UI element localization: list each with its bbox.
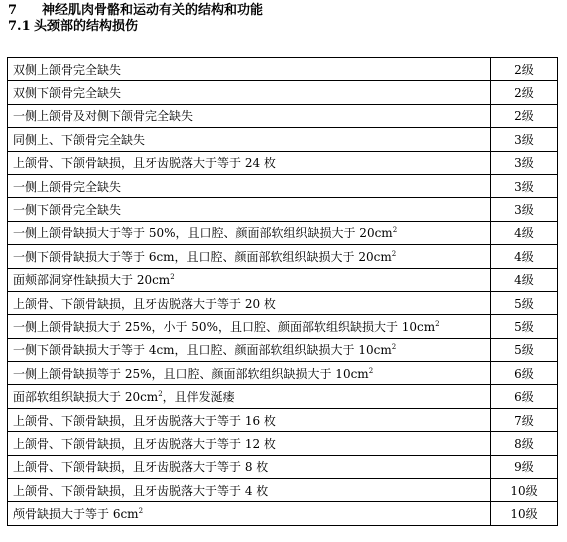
disability-grade: 3级 [491, 128, 558, 151]
table-row [8, 174, 558, 197]
table-row [8, 58, 558, 81]
table-row [8, 151, 558, 174]
injury-description-cell [8, 291, 491, 314]
injury-description: 上颌骨、下颌骨缺损，且牙齿脱落大于等于 8 枚 [13, 460, 269, 475]
disability-grade: 10级 [491, 502, 558, 525]
table-body [8, 58, 558, 526]
injury-description-cell [8, 128, 491, 151]
table-row [8, 385, 558, 408]
table-row [8, 104, 558, 127]
unit-exponent: 2 [158, 390, 163, 399]
injury-description: 上颌骨、下颌骨缺损，且牙齿脱落大于等于 20 枚 [13, 296, 276, 311]
disability-grade: 10级 [491, 479, 558, 502]
injury-description-cell [8, 151, 491, 174]
injury-grade-table [7, 57, 558, 526]
disability-grade: 7级 [491, 408, 558, 431]
injury-description-cell [8, 315, 491, 338]
injury-description-cell [8, 198, 491, 221]
disability-grade: 6级 [491, 385, 558, 408]
unit-exponent: 2 [435, 319, 440, 328]
injury-description-cell [8, 268, 491, 291]
unit-exponent: 2 [170, 273, 175, 282]
table-row [8, 479, 558, 502]
table-row [8, 432, 558, 455]
disability-grade: 9级 [491, 455, 558, 478]
disability-grade: 5级 [491, 315, 558, 338]
table-row [8, 81, 558, 104]
injury-description: 上颌骨、下颌骨缺损，且牙齿脱落大于等于 4 枚 [13, 483, 269, 498]
injury-description-cell [8, 174, 491, 197]
injury-description: 一侧下颌骨完全缺失 [13, 203, 122, 218]
injury-description: 一侧上颌骨及对侧下颌骨完全缺失 [13, 109, 194, 124]
disability-grade: 2级 [491, 104, 558, 127]
unit-exponent: 2 [138, 507, 144, 516]
injury-description: 双侧上颌骨完全缺失 [13, 62, 122, 77]
injury-description-cell [8, 81, 491, 104]
disability-grade: 6级 [491, 362, 558, 385]
table-row [8, 338, 558, 361]
disability-grade: 2级 [491, 81, 558, 104]
disability-grade: 5级 [491, 338, 558, 361]
injury-description: 一侧下颌骨缺损大于等于 6cm，且口腔、颜面部软组织缺损大于 20cm [13, 249, 392, 264]
injury-description-cell [8, 362, 491, 385]
disability-grade: 2级 [491, 58, 558, 81]
table-row [8, 221, 558, 244]
injury-description: 双侧下颌骨完全缺失 [13, 86, 122, 101]
injury-description: 一侧上颌骨缺损等于 25%，且口腔、颜面部软组织缺损大于 10cm [13, 366, 369, 381]
disability-grade: 5级 [491, 291, 558, 314]
table-row [8, 502, 558, 525]
injury-description-cell [8, 385, 491, 408]
injury-description: 上颌骨、下颌骨缺损，且牙齿脱落大于等于 16 枚 [13, 413, 276, 428]
disability-grade: 8级 [491, 432, 558, 455]
table-row [8, 315, 558, 338]
table-row [8, 268, 558, 291]
injury-description: 上颌骨、下颌骨缺损，且牙齿脱落大于等于 24 枚 [13, 156, 276, 171]
disability-grade: 4级 [491, 245, 558, 268]
injury-description-cell [8, 338, 491, 361]
chapter-title: 神经肌肉骨骼和运动有关的结构和功能 [42, 3, 264, 18]
chapter-number: 7 [8, 3, 18, 18]
injury-description: 一侧下颌骨缺损大于等于 4cm，且口腔、颜面部软组织缺损大于 10cm [13, 343, 392, 358]
section-number: 7.1 [8, 19, 31, 34]
injury-description-cell [8, 479, 491, 502]
unit-exponent: 2 [368, 366, 374, 375]
table-row [8, 245, 558, 268]
injury-description: 一侧上颌骨缺损大于等于 50%，且口腔、颜面部软组织缺损大于 20cm [13, 226, 393, 241]
table-row [8, 408, 558, 431]
table-row [8, 291, 558, 314]
injury-description: 上颌骨、下颌骨缺损，且牙齿脱落大于等于 12 枚 [13, 436, 276, 451]
table-row [8, 362, 558, 385]
injury-description: 同侧上、下颌骨完全缺失 [13, 132, 146, 147]
section-heading [8, 19, 138, 35]
injury-description-cell [8, 502, 491, 525]
injury-description: 一侧上颌骨完全缺失 [13, 179, 122, 194]
injury-description: 颅骨缺损大于等于 6cm [13, 507, 139, 522]
injury-description: 面颊部洞穿性缺损大于 20cm [13, 273, 171, 288]
table-row [8, 128, 558, 151]
disability-grade: 3级 [491, 198, 558, 221]
injury-description-cell [8, 104, 491, 127]
unit-exponent: 2 [391, 343, 397, 352]
table-row [8, 455, 558, 478]
injury-description-cell [8, 221, 491, 244]
injury-description: 一侧上颌骨缺损大于 25%，小于 50%，且口腔、颜面部软组织缺损大于 10cm [13, 319, 436, 334]
injury-description: 面部软组织缺损大于 20cm [13, 390, 159, 405]
section-title: 头颈部的结构损伤 [34, 19, 139, 34]
injury-description-suffix: ，且伴发涎瘘 [162, 390, 235, 405]
injury-description-cell [8, 58, 491, 81]
disability-grade: 4级 [491, 268, 558, 291]
injury-description-cell [8, 408, 491, 431]
chapter-heading [8, 3, 263, 19]
table-row [8, 198, 558, 221]
disability-grade: 3级 [491, 174, 558, 197]
unit-exponent: 2 [392, 226, 398, 235]
injury-description-cell [8, 432, 491, 455]
disability-grade: 3级 [491, 151, 558, 174]
injury-description-cell [8, 455, 491, 478]
disability-grade: 4级 [491, 221, 558, 244]
injury-description-cell [8, 245, 491, 268]
unit-exponent: 2 [391, 249, 397, 258]
